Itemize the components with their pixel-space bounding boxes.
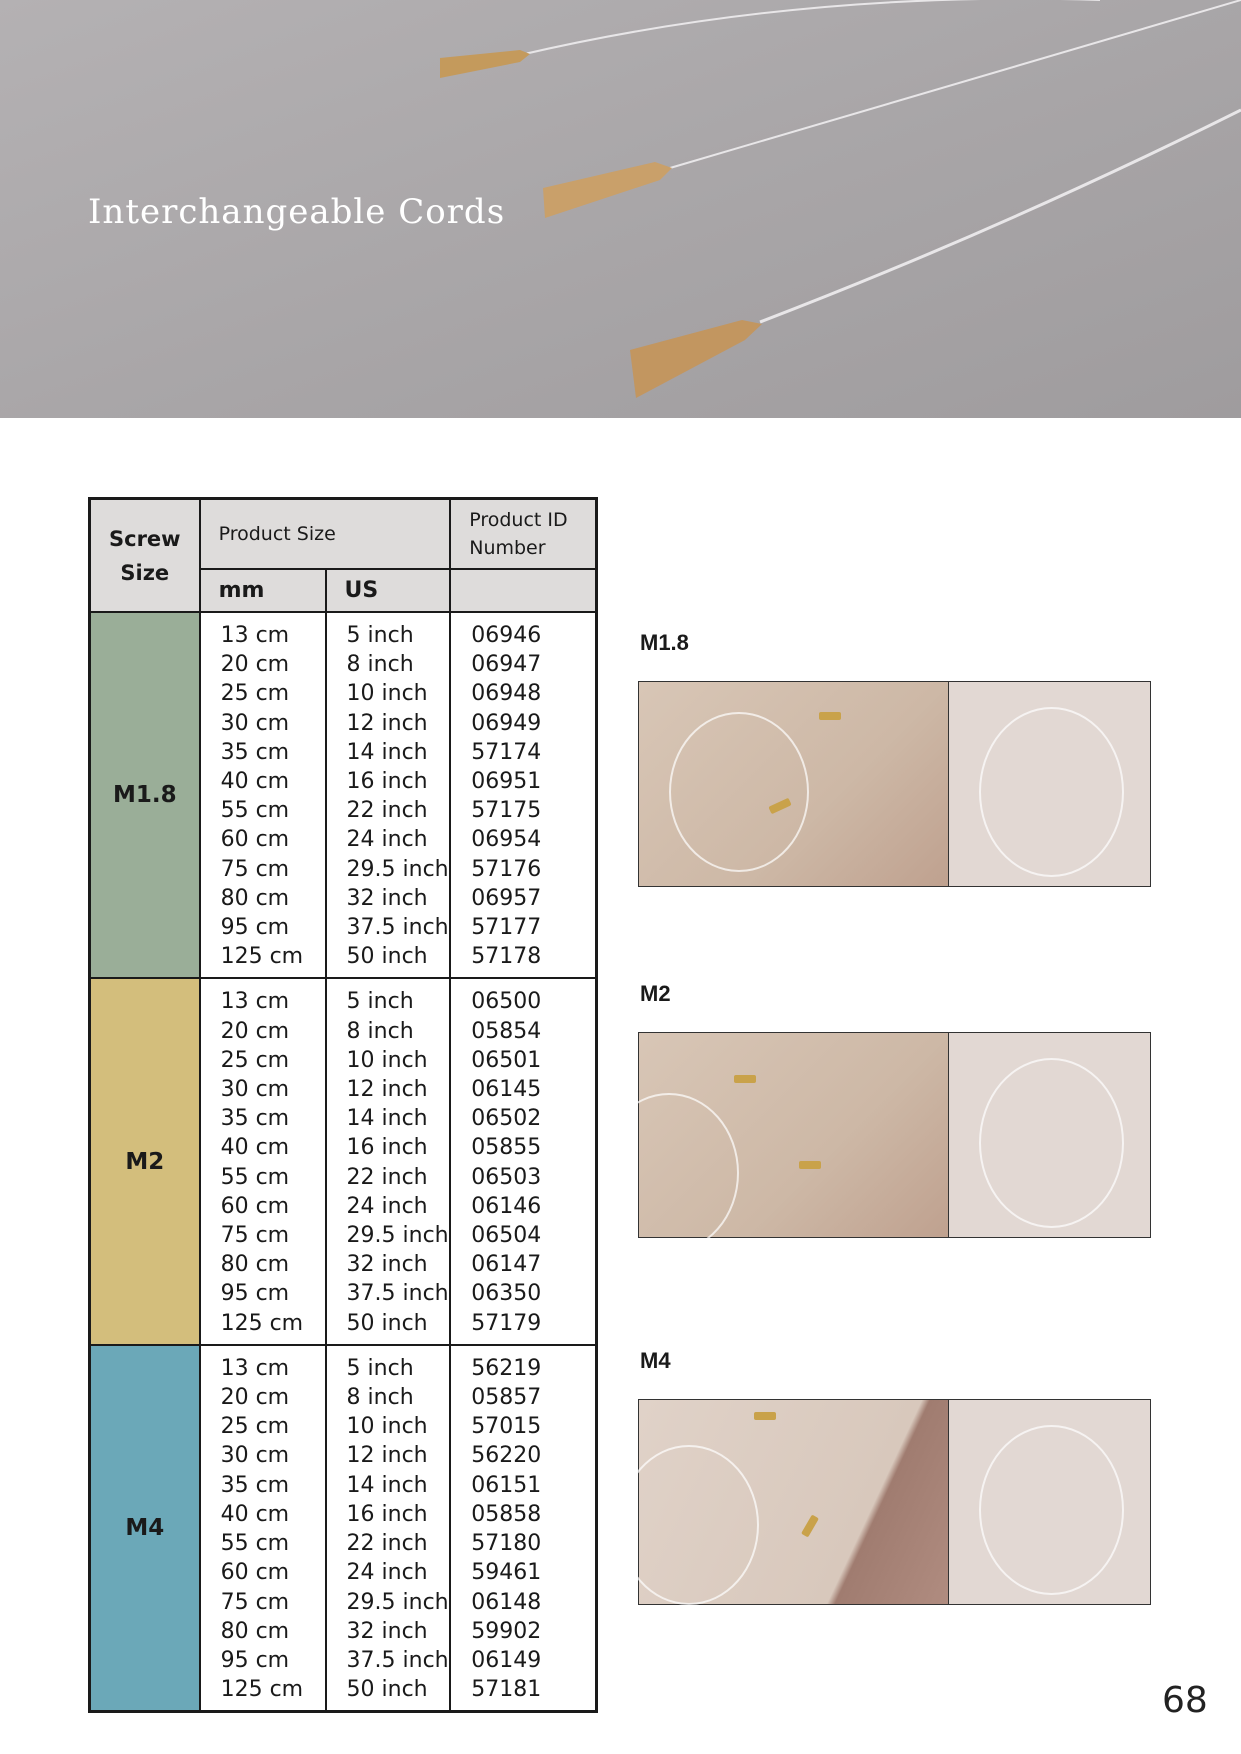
- table-cell-value: 05858: [471, 1501, 542, 1527]
- table-cell-value: 06151: [471, 1472, 542, 1498]
- table-cell-value: 57015: [471, 1414, 542, 1440]
- table-cell-value: 95 cm: [220, 1647, 290, 1673]
- cord-photo-full: [949, 1033, 1150, 1237]
- table-cell-value: 25 cm: [220, 681, 290, 707]
- table-cell-value: 57179: [471, 1310, 542, 1336]
- table-cell-value: 12 inch: [346, 710, 428, 736]
- table-cell-value: 16 inch: [346, 1501, 428, 1527]
- table-cell-value: 75 cm: [220, 1589, 290, 1615]
- table-cell-value: 57181: [471, 1677, 542, 1703]
- table-cell-value: 40 cm: [220, 1501, 290, 1527]
- table-cell-value: 80 cm: [220, 885, 290, 911]
- table-cell-value: 20 cm: [220, 652, 290, 678]
- group-row-m2: [90, 978, 597, 1344]
- table-cell-value: 06504: [471, 1223, 542, 1249]
- table-cell-value: 06954: [471, 827, 542, 853]
- table-cell-value: 56220: [471, 1443, 542, 1469]
- table-cell-value: 8 inch: [346, 1018, 414, 1044]
- table-cell-value: 5 inch: [346, 623, 414, 648]
- table-cell-value: 06948: [471, 681, 542, 707]
- table-cell-value: 10 inch: [346, 1414, 428, 1440]
- table-cell-value: 55 cm: [220, 1531, 290, 1557]
- photo-label-m2: M2: [640, 981, 671, 1006]
- table-cell-value: 13 cm: [220, 623, 290, 648]
- table-cell-value: 37.5 inch: [346, 1281, 449, 1307]
- table-cell-value: 06350: [471, 1281, 542, 1307]
- id-cell: [450, 978, 596, 1344]
- table-cell-value: 22 inch: [346, 1531, 428, 1557]
- table-cell-value: 06949: [471, 710, 542, 736]
- header-product-size: Product Size: [200, 499, 451, 570]
- table-cell-value: 95 cm: [220, 915, 290, 941]
- table-cell-value: 22 inch: [346, 798, 428, 824]
- cord-photo-full: [949, 682, 1150, 886]
- table-cell-value: 32 inch: [346, 885, 428, 911]
- header-blank: [450, 569, 596, 612]
- table-cell-value: 57174: [471, 739, 542, 765]
- table-cell-value: 06947: [471, 652, 542, 678]
- mm-cell: [200, 1345, 326, 1712]
- table-cell-value: 35 cm: [220, 1106, 290, 1132]
- table-cell-value: 06146: [471, 1193, 542, 1219]
- photo-m18: [638, 681, 1151, 887]
- table-cell-value: 30 cm: [220, 1077, 290, 1103]
- table-cell-value: 30 cm: [220, 1443, 290, 1469]
- table-cell-value: 12 inch: [346, 1077, 428, 1103]
- photo-label-m4: M4: [640, 1348, 671, 1373]
- table-cell-value: 40 cm: [220, 769, 290, 795]
- table-cell-value: 125 cm: [220, 1310, 304, 1336]
- screw-size-cell: M2: [90, 978, 200, 1344]
- table-cell-value: 06147: [471, 1252, 542, 1278]
- table-cell-value: 37.5 inch: [346, 1647, 449, 1673]
- cord-photo-closeup: [639, 1400, 949, 1604]
- screw-size-cell: M1.8: [90, 612, 200, 978]
- table-cell-value: 25 cm: [220, 1414, 290, 1440]
- table-cell-value: 80 cm: [220, 1252, 290, 1278]
- cord-photo-closeup: [639, 682, 949, 886]
- table-cell-value: 60 cm: [220, 827, 290, 853]
- group-row-m4: [90, 1345, 597, 1712]
- table-cell-value: 20 cm: [220, 1385, 290, 1411]
- table-cell-value: 29.5 inch: [346, 1589, 449, 1615]
- group-row-m18: [90, 612, 597, 978]
- table-cell-value: 32 inch: [346, 1252, 428, 1278]
- hero-image: [0, 0, 1241, 418]
- table-cell-value: 14 inch: [346, 1472, 428, 1498]
- screw-size-cell: M4: [90, 1345, 200, 1712]
- table-cell-value: 35 cm: [220, 1472, 290, 1498]
- table-cell-value: 125 cm: [220, 944, 304, 970]
- id-cell: [450, 1345, 596, 1712]
- id-cell: [450, 612, 596, 978]
- table-cell-value: 125 cm: [220, 1677, 304, 1703]
- photo-m2: [638, 1032, 1151, 1238]
- table-cell-value: 24 inch: [346, 1193, 428, 1219]
- table-cell-value: 55 cm: [220, 1164, 290, 1190]
- table-cell-value: 29.5 inch: [346, 1223, 449, 1249]
- table-cell-value: 55 cm: [220, 798, 290, 824]
- table-cell-value: 50 inch: [346, 1677, 428, 1703]
- table-cell-value: 57180: [471, 1531, 542, 1557]
- table-cell-value: 14 inch: [346, 739, 428, 765]
- table-cell-value: 13 cm: [220, 1355, 290, 1381]
- header-mm: mm: [200, 569, 326, 612]
- table-cell-value: 60 cm: [220, 1193, 290, 1219]
- photo-label-m18: M1.8: [640, 630, 689, 655]
- header-screw-size: Screw Size: [90, 499, 200, 613]
- table-cell-value: 35 cm: [220, 739, 290, 765]
- table-cell-value: 40 cm: [220, 1135, 290, 1161]
- cord-size-table: [88, 497, 598, 1713]
- table-cell-value: 06501: [471, 1047, 542, 1073]
- header-product-id: Product ID Number: [450, 499, 596, 570]
- table-cell-value: 06503: [471, 1164, 542, 1190]
- table-cell-value: 57177: [471, 915, 542, 941]
- table-cell-value: 06951: [471, 769, 542, 795]
- table-cell-value: 24 inch: [346, 827, 428, 853]
- table-cell-value: 06148: [471, 1589, 542, 1615]
- page-title: Interchangeable Cords: [88, 192, 506, 232]
- table-cell-value: 25 cm: [220, 1047, 290, 1073]
- table-cell-value: 24 inch: [346, 1560, 428, 1586]
- us-cell: [326, 612, 451, 978]
- table-cell-value: 80 cm: [220, 1618, 290, 1644]
- table-cell-value: 10 inch: [346, 1047, 428, 1073]
- table-cell-value: 22 inch: [346, 1164, 428, 1190]
- table-cell-value: 5 inch: [346, 1355, 414, 1381]
- table-cell-value: 57175: [471, 798, 542, 824]
- photo-m4: [638, 1399, 1151, 1605]
- cord-photo-closeup: [639, 1033, 949, 1237]
- table-cell-value: 06500: [471, 989, 542, 1015]
- table-cell-value: 95 cm: [220, 1281, 290, 1307]
- mm-cell: [200, 612, 326, 978]
- cord-photo-full: [949, 1400, 1150, 1604]
- table-cell-value: 06145: [471, 1077, 542, 1103]
- table-cell-value: 16 inch: [346, 769, 428, 795]
- table-cell-value: 14 inch: [346, 1106, 428, 1132]
- table-cell-value: 37.5 inch: [346, 915, 449, 941]
- table-cell-value: 50 inch: [346, 944, 428, 970]
- table-cell-value: 10 inch: [346, 681, 428, 707]
- table-cell-value: 16 inch: [346, 1135, 428, 1161]
- table-cell-value: 59902: [471, 1618, 542, 1644]
- mm-cell: [200, 978, 326, 1344]
- table-cell-value: 50 inch: [346, 1310, 428, 1336]
- table-cell-value: 13 cm: [220, 989, 290, 1015]
- table-cell-value: 8 inch: [346, 1385, 414, 1411]
- table-cell-value: 12 inch: [346, 1443, 428, 1469]
- table-cell-value: 06946: [471, 623, 542, 648]
- table-cell-value: 75 cm: [220, 1223, 290, 1249]
- table-cell-value: 60 cm: [220, 1560, 290, 1586]
- table-cell-value: 56219: [471, 1355, 542, 1381]
- table-cell-value: 20 cm: [220, 1018, 290, 1044]
- table-cell-value: 05854: [471, 1018, 542, 1044]
- table-cell-value: 06957: [471, 885, 542, 911]
- table-cell-value: 06502: [471, 1106, 542, 1132]
- page-number: 68: [1162, 1680, 1208, 1721]
- table-cell-value: 30 cm: [220, 710, 290, 736]
- table-cell-value: 32 inch: [346, 1618, 428, 1644]
- table-cell-value: 75 cm: [220, 856, 290, 882]
- table-cell-value: 59461: [471, 1560, 542, 1586]
- table-cell-value: 05855: [471, 1135, 542, 1161]
- table-cell-value: 05857: [471, 1385, 542, 1411]
- table-cell-value: 29.5 inch: [346, 856, 449, 882]
- table-cell-value: 57178: [471, 944, 542, 970]
- table-cell-value: 8 inch: [346, 652, 414, 678]
- table-cell-value: 06149: [471, 1647, 542, 1673]
- us-cell: [326, 978, 451, 1344]
- table-cell-value: 57176: [471, 856, 542, 882]
- header-us: US: [326, 569, 451, 612]
- table-cell-value: 5 inch: [346, 989, 414, 1015]
- us-cell: [326, 1345, 451, 1712]
